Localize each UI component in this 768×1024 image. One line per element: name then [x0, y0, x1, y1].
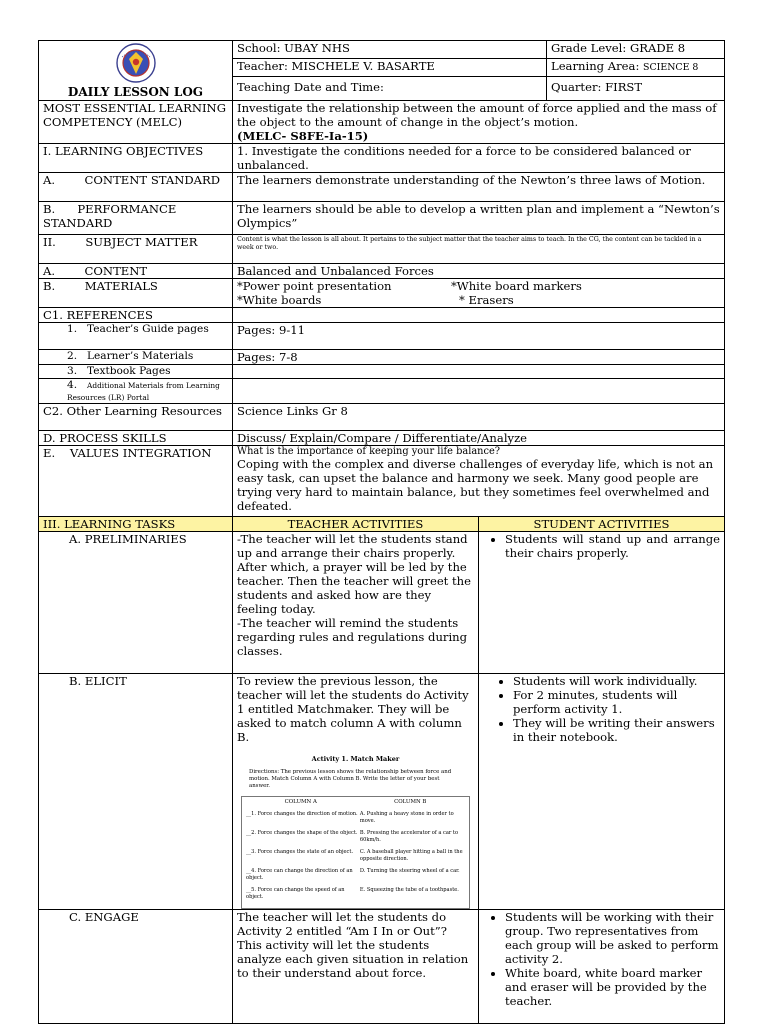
teacher-cell: Teacher: MISCHELE V. BASARTE [233, 59, 547, 77]
material-item: *White board markers [451, 279, 582, 293]
values-label: VALUES INTEGRATION [69, 446, 212, 460]
performance-standard-label-cell [39, 202, 233, 235]
objectives-label: LEARNING OBJECTIVES [54, 144, 204, 158]
engage-teacher-text: The teacher will let the students do Activity 2 entitled “Am I In or Out”? This activity will let the students analyze each given situation in relation to their understand about force. [233, 910, 479, 1024]
values-text-cell [233, 446, 725, 517]
reference-num: 4. [67, 379, 78, 391]
column-a-item: __5. Force can change the speed of an object. [246, 887, 345, 900]
materials-list [233, 279, 725, 308]
melc-text-cell [233, 101, 725, 144]
preliminaries-teacher [233, 532, 479, 674]
material-item: *Power point presentation [237, 279, 392, 293]
melc-label: MOST ESSENTIAL LEARNING COMPETENCY (MELC) [39, 101, 233, 144]
activity-row [246, 849, 465, 863]
activity-1-directions: Directions: The previous lesson shows the relationship between force and motion. Match Column A with Column B. Write the letter of your best answer. [249, 769, 452, 789]
activity-row [246, 811, 465, 825]
learning-area-label: Learning Area: [551, 59, 640, 74]
elicit-label: B. ELICIT [39, 674, 233, 910]
reference-value [233, 365, 725, 379]
performance-standard-num: B. [43, 202, 56, 216]
learning-tasks-header [39, 517, 725, 532]
reference-num: 3. [67, 365, 78, 377]
reference-num: 1. [67, 323, 78, 335]
logo-cell [39, 41, 233, 101]
lesson-log-table [38, 40, 725, 1024]
reference-item [39, 323, 233, 350]
student-activity-item: • Students will work individually. [513, 674, 720, 688]
activity-row [246, 887, 465, 901]
column-a-item: __4. Force can change the direction of an object. [246, 868, 353, 881]
reference-label: Learner’s Materials [87, 350, 194, 362]
column-b-item: E. Squeezing the tube of a toothpaste. [359, 887, 459, 893]
content-standard-label: CONTENT STANDARD [84, 173, 221, 187]
reference-item [39, 379, 233, 404]
deped-seal-logo [112, 43, 160, 83]
process-skills-text: Discuss/ Explain/Compare / Differentiate/Analyze [233, 431, 725, 446]
process-skills-label: D. PROCESS SKILLS [39, 431, 233, 446]
references-label: C1. REFERENCES [39, 308, 233, 323]
preliminaries-teacher-text-2: -The teacher will remind the students regarding rules and regulations during classes. [237, 616, 468, 658]
objectives-num: I. [43, 144, 52, 158]
other-resources-text: Science Links Gr 8 [233, 404, 725, 431]
subject-matter-label: SUBJECT MATTER [85, 235, 198, 249]
objectives-label-cell [39, 144, 233, 173]
reference-value: Pages: 9-11 [233, 323, 725, 350]
values-label-cell [39, 446, 233, 517]
column-b-item: B. Pressing the accelerator of a car to 60km/h. [359, 830, 459, 843]
preliminaries-student [479, 532, 725, 674]
engage-label: C. ENGAGE [39, 910, 233, 1024]
activity-1-title: Activity 1. Match Maker [311, 755, 400, 763]
quarter-cell: Quarter: FIRST [547, 77, 725, 101]
student-activity-item: • For 2 minutes, students will perform activity 1. [513, 688, 720, 716]
materials-label: MATERIALS [84, 279, 158, 293]
reference-value [233, 379, 725, 404]
engage-student [479, 910, 725, 1024]
content-label-cell [39, 264, 233, 279]
content-standard-num: A. [43, 173, 56, 187]
subject-matter-num: II. [43, 235, 56, 249]
activity-1-worksheet [241, 752, 470, 909]
learning-area-cell [547, 59, 725, 77]
elicit-teacher-text: To review the previous lesson, the teacher will let the students do Activity 1 entitled Matchmaker. They will be asked to match column A with column B. [237, 674, 469, 744]
subject-matter-label-cell [39, 235, 233, 264]
teaching-date-cell: Teaching Date and Time: [233, 77, 547, 101]
references-value [233, 308, 725, 323]
melc-code: (MELC- S8FE-Ia-15) [237, 129, 369, 143]
content-standard-text: The learners demonstrate understanding of the Newton’s three laws of Motion. [233, 173, 725, 202]
column-b-item: A. Pushing a heavy stone in order to move. [359, 811, 454, 824]
elicit-student [479, 674, 725, 910]
reference-value: Pages: 7-8 [233, 350, 725, 365]
content-standard-label-cell [39, 173, 233, 202]
other-resources-label: C2. Other Learning Resources [39, 404, 233, 431]
reference-item [39, 365, 233, 379]
student-activity-item: • Students will stand up and arrange their chairs properly. [505, 532, 720, 560]
learning-area-value: SCIENCE 8 [643, 62, 699, 74]
materials-num: B. [43, 279, 56, 293]
content-num: A. [43, 264, 56, 278]
reference-label: Teacher’s Guide pages [87, 323, 209, 335]
column-a-header: COLUMN A [284, 799, 317, 805]
activity-row [246, 830, 465, 844]
preliminaries-teacher-text: -The teacher will let the students stand up and arrange their chairs properly. After which, a prayer will be led by the teacher. Then the teacher will greet the students and asked how are they feeling today. [237, 532, 472, 616]
activity-row [246, 868, 465, 882]
materials-label-cell [39, 279, 233, 308]
student-activity-item: • Students will be working with their group. Two representatives from each group will be asked to perform activity 2. [505, 910, 720, 966]
values-text: Coping with the complex and diverse challenges of everyday life, which is not an easy task, can upset the balance and harmony we seek. Many good people are trying very hard to maintain balance, but they sometimes feel overwhelmed and defeated. [237, 457, 714, 513]
student-activities-header: STUDENT ACTIVITIES [479, 517, 725, 532]
performance-standard-text: The learners should be able to develop a written plan and implement a “Newton’s Olympics” [233, 202, 725, 235]
column-b-header: COLUMN B [394, 799, 427, 805]
objectives-text: 1. Investigate the conditions needed for a force to be considered balanced or unbalanced. [233, 144, 725, 173]
log-title: DAILY LESSON LOG [67, 85, 204, 99]
material-item: * Erasers [459, 293, 514, 307]
column-a-item: __1. Force changes the direction of motion. [246, 811, 358, 817]
reference-num: 2. [67, 350, 78, 362]
grade-level-cell: Grade Level: GRADE 8 [547, 41, 725, 59]
reference-item [39, 350, 233, 365]
column-a-item: __2. Force changes the shape of the object. [246, 830, 358, 836]
material-item: *White boards [237, 293, 322, 307]
melc-text: Investigate the relationship between the amount of force applied and the mass of the object to the amount of change in the object’s motion. [237, 101, 717, 129]
reference-label: Textbook Pages [87, 365, 171, 377]
values-question: What is the importance of keeping your life balance? [237, 446, 501, 457]
content-text: Balanced and Unbalanced Forces [233, 264, 725, 279]
teacher-activities-header: TEACHER ACTIVITIES [233, 517, 479, 532]
elicit-teacher [233, 674, 479, 910]
content-label: CONTENT [84, 264, 148, 278]
school-cell: School: UBAY NHS [233, 41, 547, 59]
performance-standard-label: PERFORMANCE STANDARD [43, 202, 177, 230]
column-b-item: D. Turning the steering wheel of a car. [359, 868, 460, 874]
reference-label: Additional Materials from Learning Resources (LR) Portal [67, 381, 220, 402]
student-activity-item: • White board, white board marker and eraser will be provided by the teacher. [505, 966, 720, 1008]
learning-tasks-label: III. LEARNING TASKS [39, 517, 233, 532]
preliminaries-label: A. PRELIMINARIES [39, 532, 233, 674]
activity-1-columns [241, 796, 470, 909]
student-activity-item: • They will be writing their answers in their notebook. [513, 716, 720, 744]
values-num: E. [43, 446, 56, 460]
column-b-item: C. A baseball player hitting a ball in the opposite direction. [359, 849, 463, 862]
subject-matter-note: Content is what the lesson is all about. It pertains to the subject matter that the teacher aims to teach. In the CG, the content can be tackled in a week or two. [233, 235, 725, 264]
column-a-item: __3. Force changes the state of an object. [246, 849, 354, 855]
